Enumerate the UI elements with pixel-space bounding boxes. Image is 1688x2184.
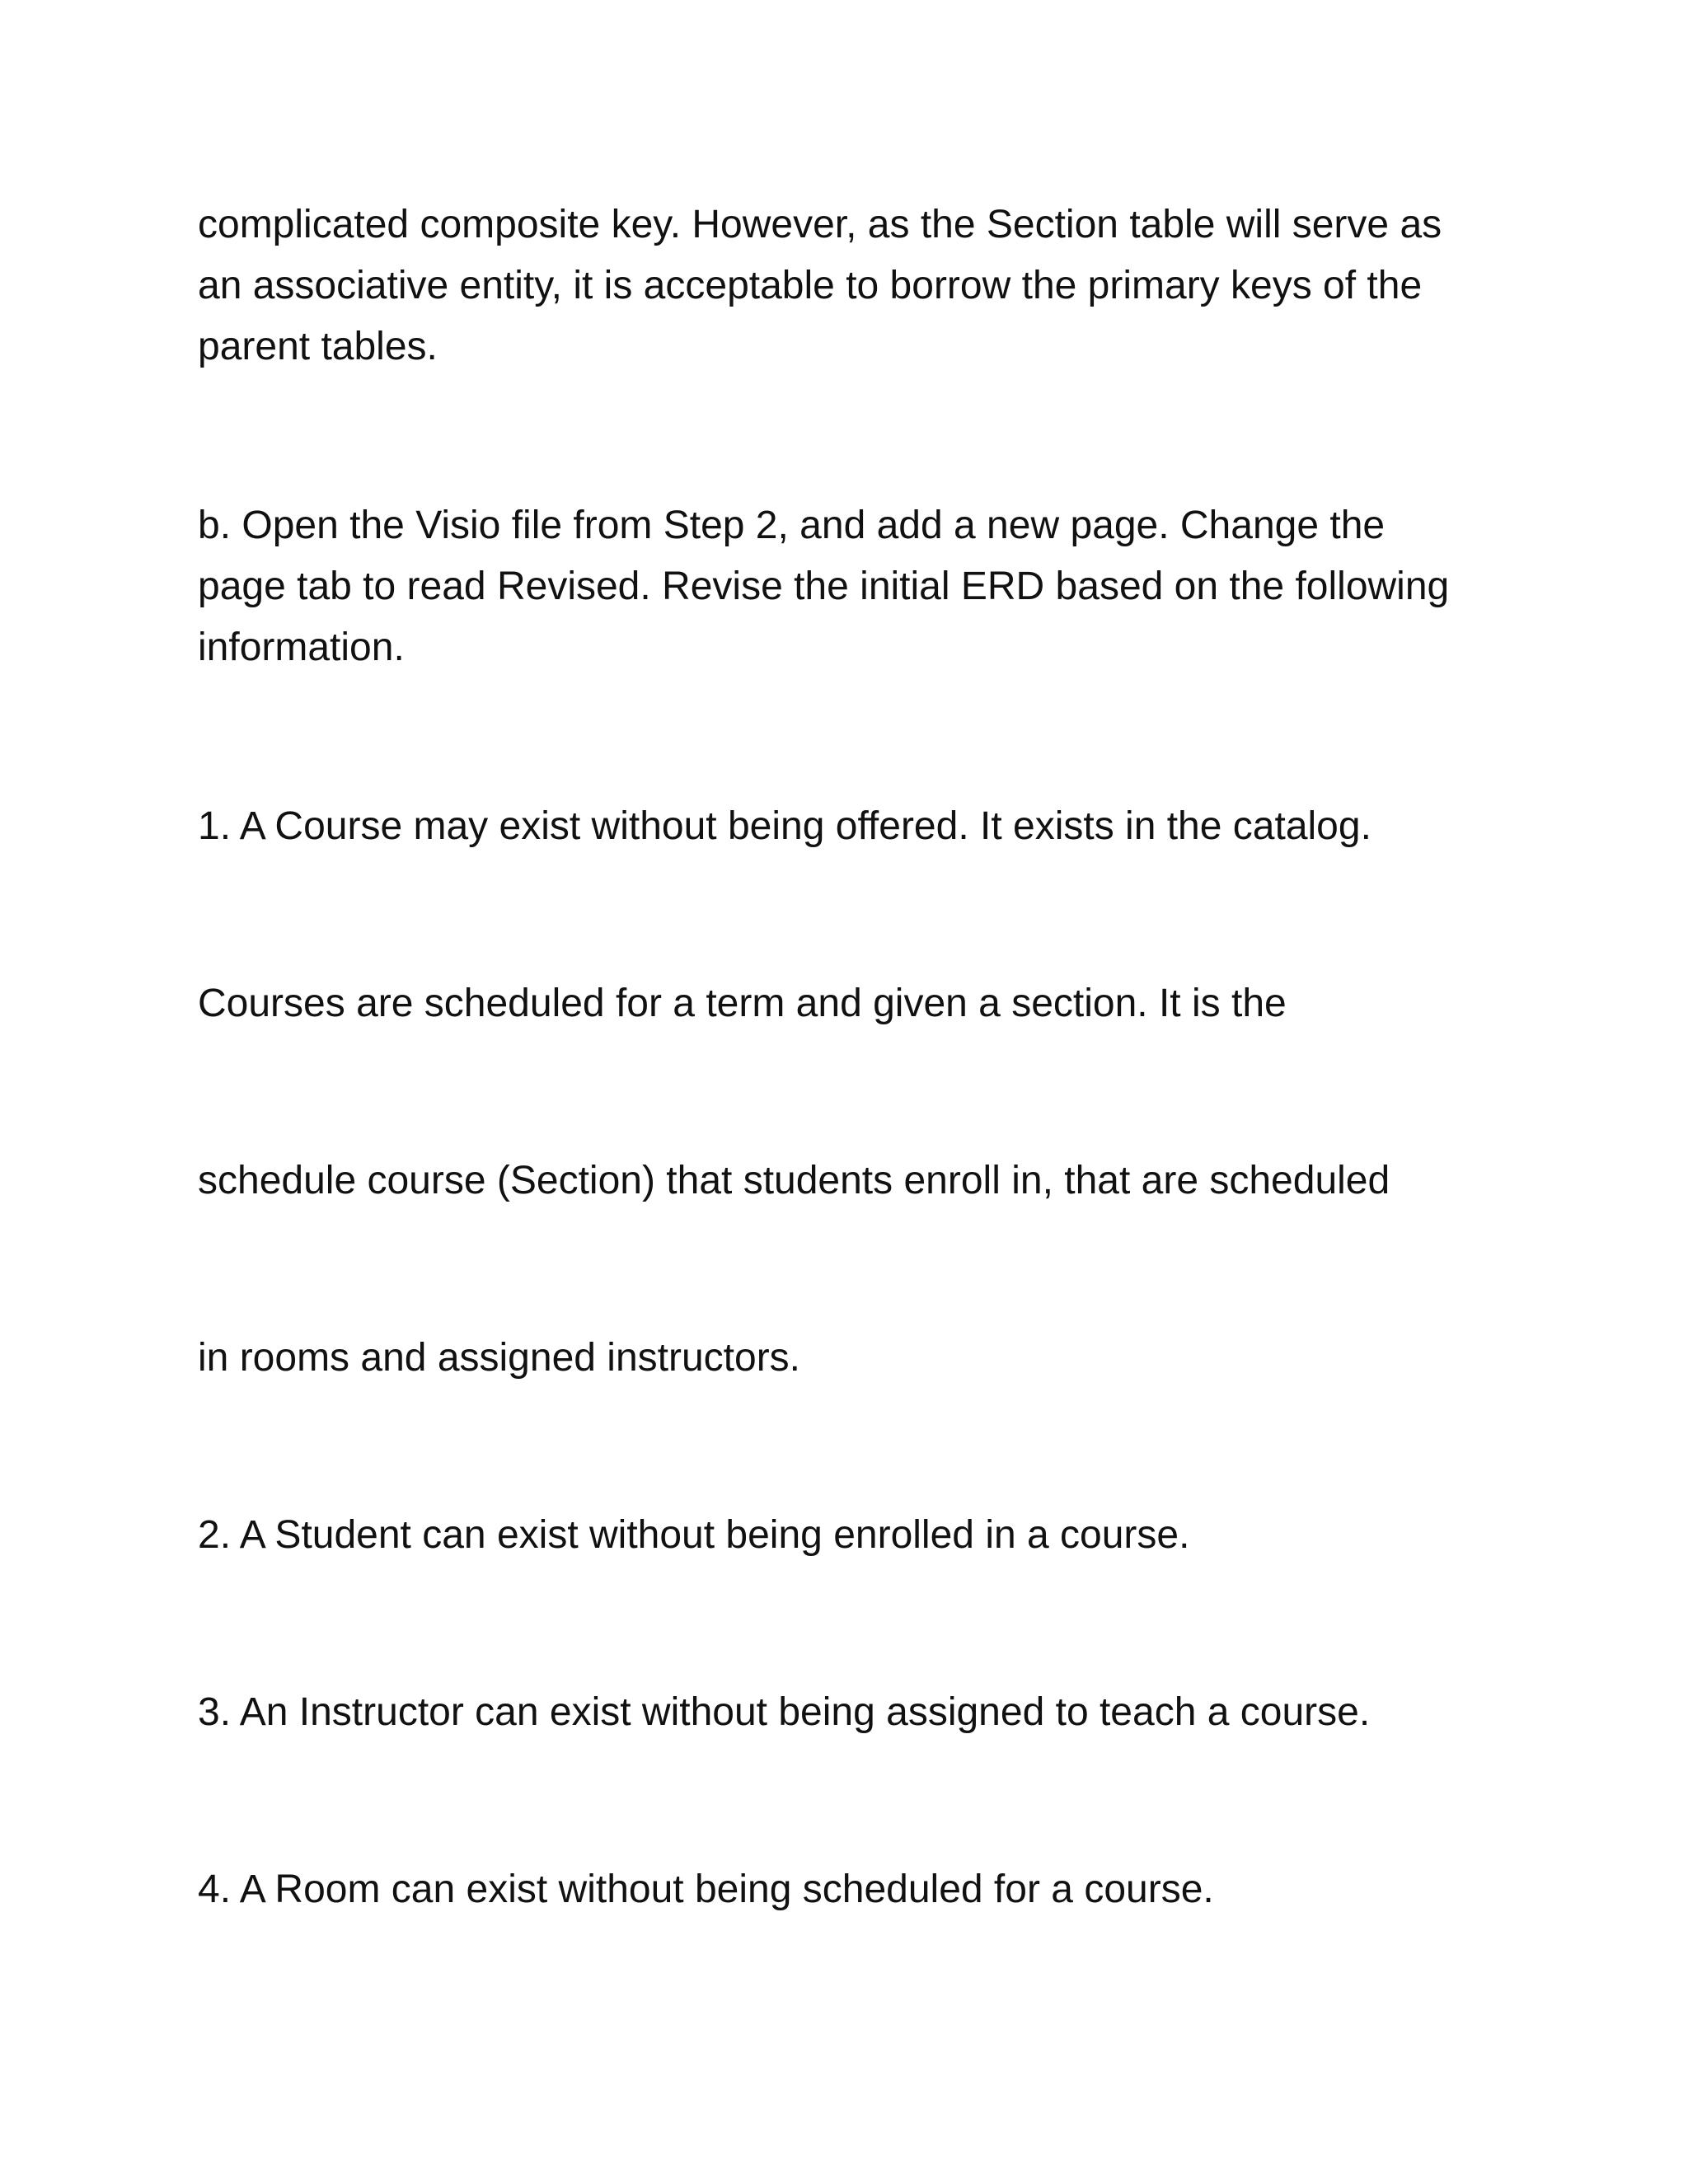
paragraph-1-line-2: an associative entity, it is acceptable to borrow the primary keys of the: [198, 264, 1423, 307]
list-item-1-continuation-line-2: schedule course (Section) that students enroll in, that are scheduled: [198, 1159, 1390, 1202]
list-item-4: 4. A Room can exist without being scheduled for a course.: [198, 1868, 1214, 1911]
list-item-1-continuation-line-3: in rooms and assigned instructors.: [198, 1336, 801, 1380]
list-item-1-continuation-line-1: Courses are scheduled for a term and given a section. It is the: [198, 982, 1287, 1025]
paragraph-2-line-1: b. Open the Visio file from Step 2, and add a new page. Change the: [198, 504, 1386, 547]
paragraph-2-line-3: information.: [198, 626, 405, 669]
paragraph-1-line-1: complicated composite key. However, as the Section table will serve as: [198, 203, 1442, 246]
paragraph-1-line-3: parent tables.: [198, 325, 438, 368]
list-item-3: 3. An Instructor can exist without being assigned to teach a course.: [198, 1690, 1371, 1734]
list-item-1: 1. A Course may exist without being offered. It exists in the catalog.: [198, 804, 1372, 848]
paragraph-2-line-2: page tab to read Revised. Revise the initial ERD based on the following: [198, 565, 1450, 608]
list-item-2: 2. A Student can exist without being enrolled in a course.: [198, 1513, 1190, 1557]
